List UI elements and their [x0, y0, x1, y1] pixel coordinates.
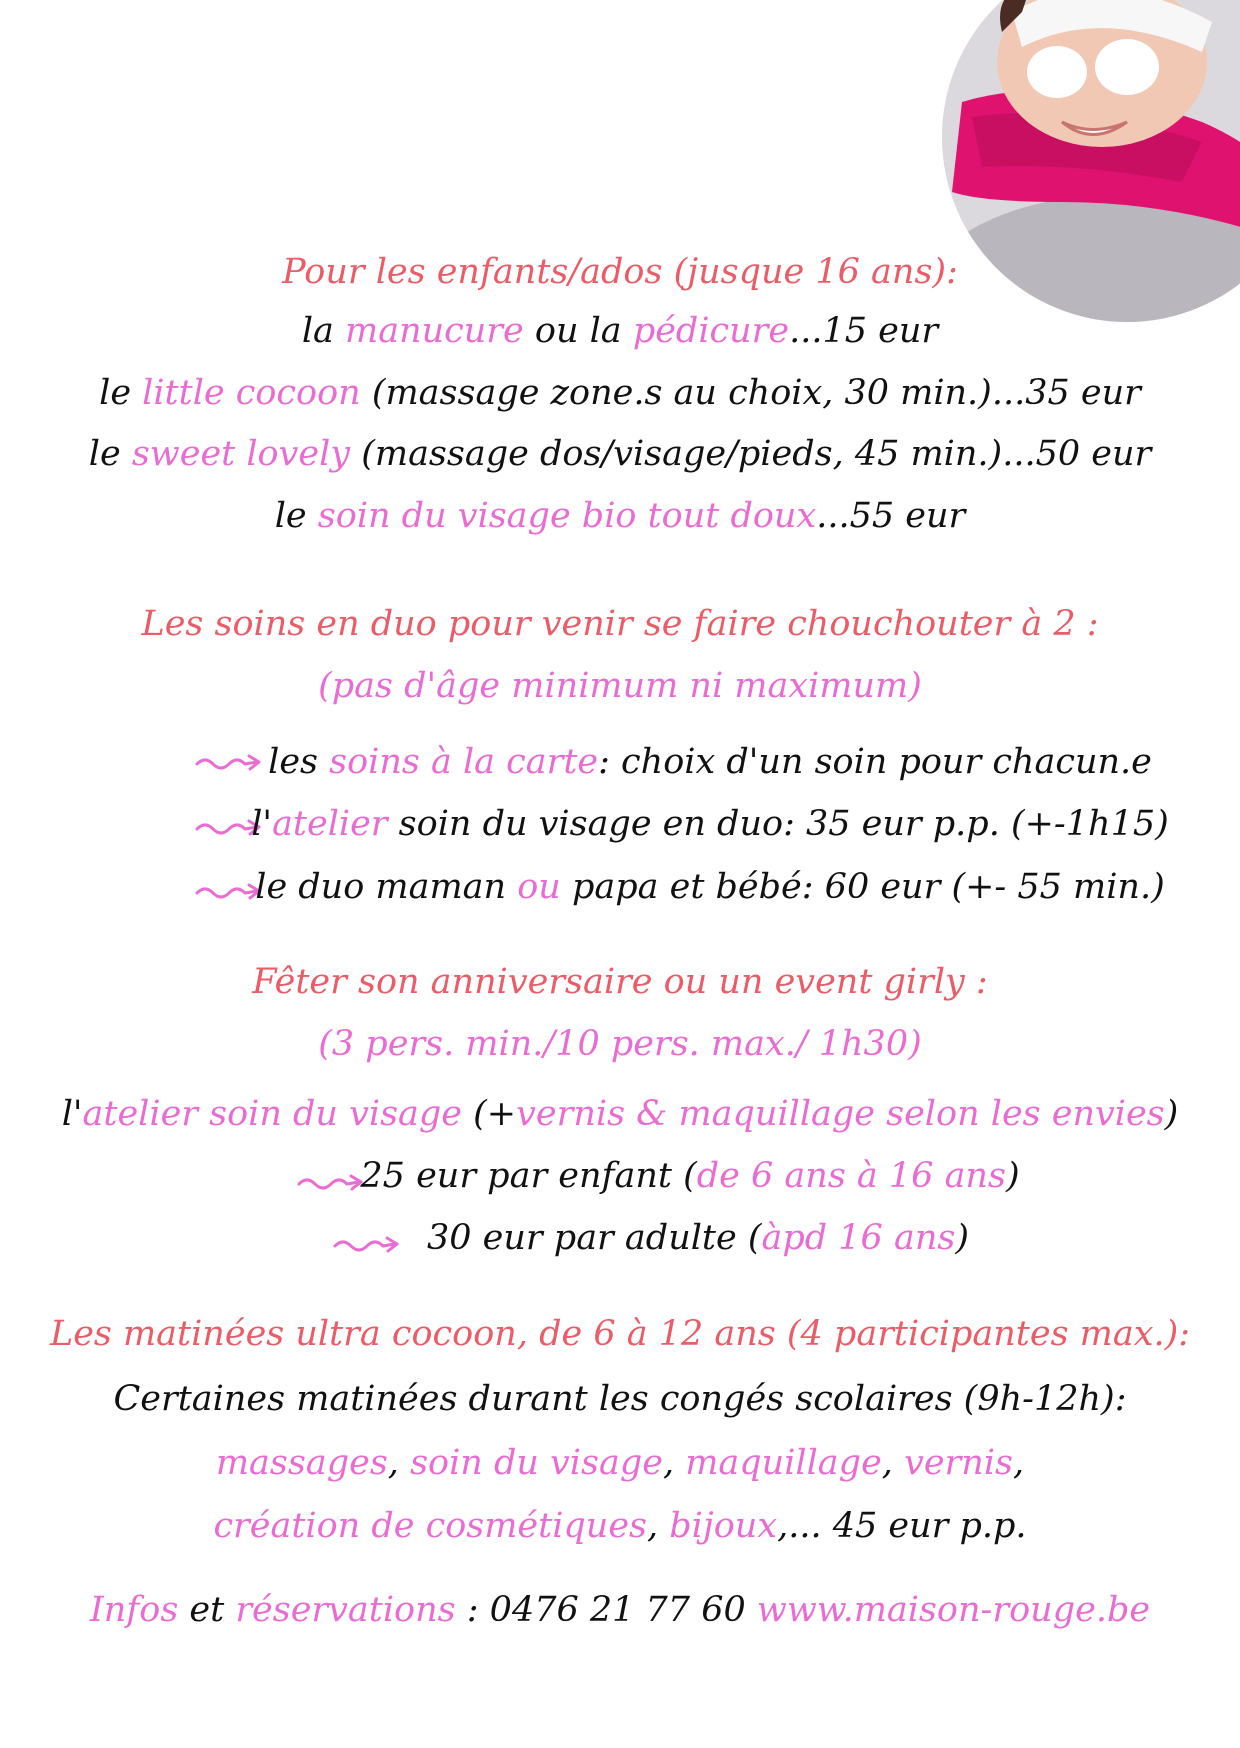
matinees-price-line: création de cosmétiques, bijoux,... 45 eur p.p. — [213, 1506, 1027, 1546]
section-heading-matinees: Les matinées ultra cocoon, de 6 à 12 ans (4 participantes max.): — [49, 1314, 1191, 1354]
footer-contact: Infos et réservations : 0476 21 77 60 www.maison-rouge.be — [89, 1590, 1151, 1630]
duo-item-maman-papa: le duo maman ou papa et bébé: 60 eur (+- 55 min.) — [255, 867, 1165, 907]
section-heading-birthday: Fêter son anniversaire ou un event girly : — [252, 962, 988, 1002]
price-line-soin-visage: le soin du visage bio tout doux...55 eur — [274, 496, 966, 536]
price-line-little-cocoon: le little cocoon (massage zone.s au choix, 30 min.)...35 eur — [99, 373, 1141, 413]
price-line-manucure: la manucure ou la pédicure...15 eur — [301, 311, 939, 351]
section-subheading-birthday: (3 pers. min./10 pers. max./ 1h30) — [318, 1024, 922, 1064]
price-line-sweet-lovely: le sweet lovely (massage dos/visage/pieds, 45 min.)...50 eur — [88, 434, 1152, 474]
section-subheading-duo: (pas d'âge minimum ni maximum) — [318, 666, 922, 706]
matinees-activities: massages, soin du visage, maquillage, vernis, — [215, 1443, 1025, 1483]
birthday-atelier-line: l'atelier soin du visage (+vernis & maquillage selon les envies) — [61, 1094, 1179, 1134]
section-heading-kids: Pour les enfants/ados (jusque 16 ans): — [282, 252, 958, 292]
duo-item-atelier: l'atelier soin du visage en duo: 35 eur p.p. (+-1h15) — [251, 804, 1169, 844]
birthday-price-adulte: 30 eur par adulte (àpd 16 ans) — [427, 1218, 969, 1258]
birthday-price-enfant: 25 eur par enfant (de 6 ans à 16 ans) — [360, 1156, 1020, 1196]
phone-number: : 0476 21 77 60 — [455, 1590, 757, 1630]
duo-item-soins-carte: les soins à la carte: choix d'un soin pour chacun.e — [268, 742, 1152, 782]
section-heading-duo: Les soins en duo pour venir se faire chouchouter à 2 : — [141, 604, 1099, 644]
matinees-description: Certaines matinées durant les congés scolaires (9h-12h): — [113, 1379, 1127, 1419]
website-link[interactable]: www.maison-rouge.be — [756, 1590, 1151, 1630]
